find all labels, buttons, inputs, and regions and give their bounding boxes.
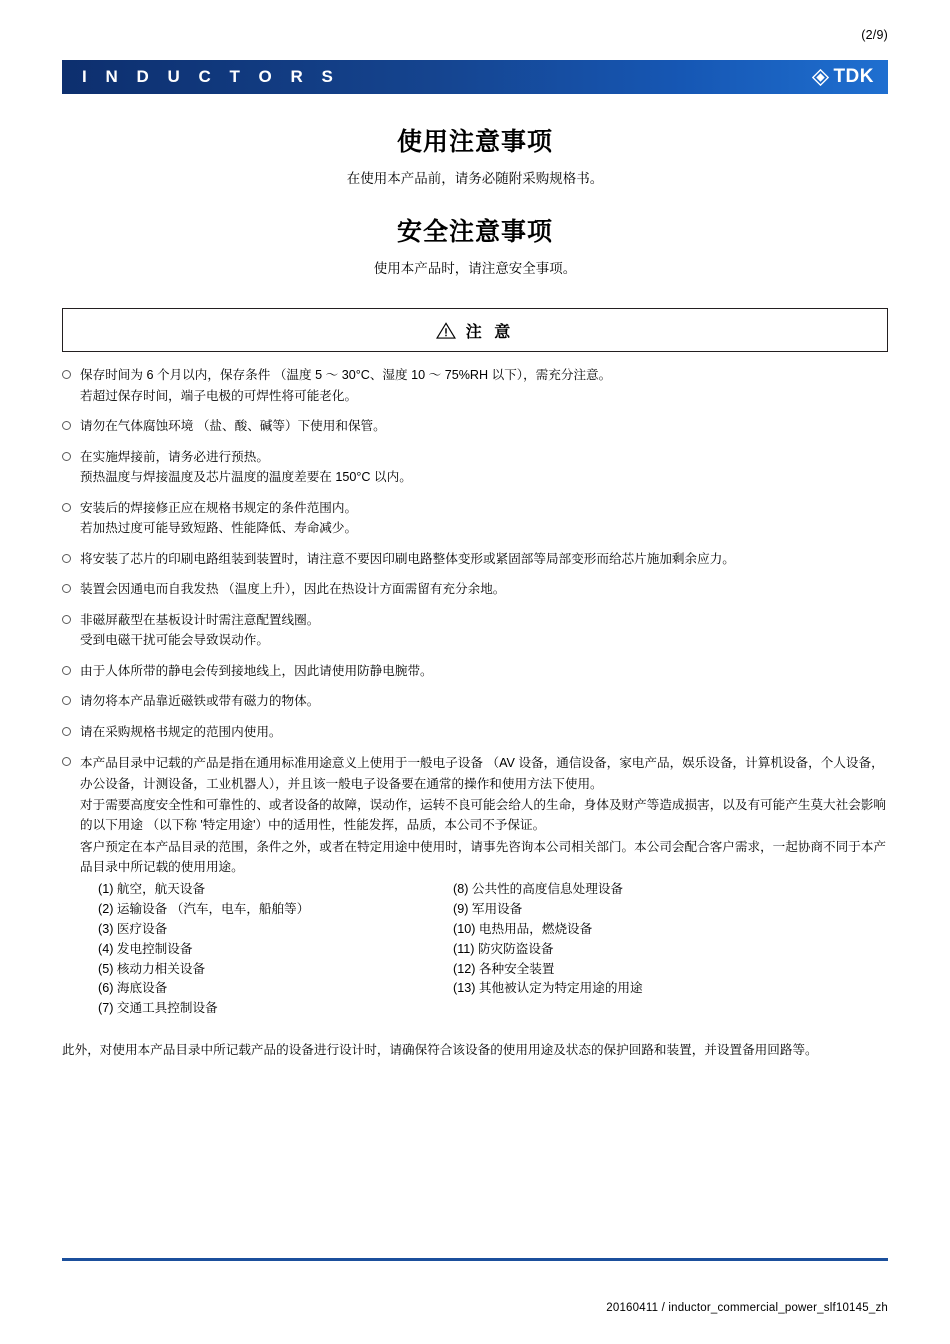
- warning-triangle-icon: [436, 322, 456, 339]
- note-line: 本产品目录中记载的产品是指在通用标准用途意义上使用于一般电子设备 （AV 设备，通信设备，家电产品，娱乐设备，计算机设备，个人设备，办公设备，计测设备，工业机器人），并且该一般电子设备要在通常的操作和使用方法下使用。: [80, 756, 884, 791]
- list-item: (13) 其他被认定为特定用途的用途: [453, 981, 643, 996]
- note-line: 预热温度与焊接温度及芯片温度的温度差要在 150°C 以内。: [80, 470, 412, 485]
- list-item: (6) 海底设备: [98, 981, 168, 996]
- caution-inner: [436, 319, 514, 342]
- note-item: [62, 417, 888, 437]
- note-line: 请勿将本产品靠近磁铁或带有磁力的物体。: [80, 694, 320, 709]
- notes-list: [62, 366, 888, 889]
- specific-uses-column-right: [453, 880, 643, 1019]
- bullet-icon: [62, 554, 71, 563]
- note-line: 受到电磁干扰可能会导致误动作。: [80, 633, 269, 648]
- footer-divider: [62, 1258, 888, 1261]
- specific-uses-list: [98, 880, 888, 1019]
- list-item: (8) 公共性的高度信息处理设备: [453, 882, 624, 896]
- note-item: [62, 753, 888, 877]
- bullet-icon: [62, 370, 71, 379]
- note-line: 保存时间为 6 个月以内，保存条件 （温度 5 ～ 30°C、湿度 10 ～ 75%RH 以下），需充分注意。: [80, 368, 612, 382]
- note-line: 若超过保存时间，端子电极的可焊性将可能老化。: [80, 388, 358, 403]
- bullet-icon: [62, 503, 71, 512]
- list-item: (3) 医疗设备: [98, 921, 168, 936]
- page-subtitle: 在使用本产品前，请务必随附采购规格书。: [346, 171, 604, 186]
- note-line: 客户预定在本产品目录的范围，条件之外，或者在特定用途中使用时，请事先咨询本公司相关部门。本公司会配合客户需求，一起协商不同于本产品目录中所记载的使用用途。: [80, 839, 886, 875]
- bullet-icon: [62, 666, 71, 675]
- note-line: 装置会因通电而自我发热 （温度上升），因此在热设计方面需留有充分余地。: [80, 582, 506, 597]
- bullet-icon: [62, 584, 71, 593]
- note-line: 非磁屏蔽型在基板设计时需注意配置线圈。: [80, 612, 320, 627]
- note-item: [62, 366, 888, 406]
- note-item: [62, 692, 888, 712]
- list-item: (4) 发电控制设备: [98, 941, 193, 956]
- note-line: 对于需要高度安全性和可靠性的、或者设备的故障，误动作，运转不良可能会给人的生命，身体及财产等造成损害，以及有可能产生莫大社会影响的以下用途 （以下称 '特定用途'）中的适用性，性能发挥，品质，本公司不予保证。: [80, 798, 886, 833]
- note-line: 在实施焊接前，请务必进行预热。: [80, 449, 269, 464]
- specific-uses-column-left: [98, 880, 453, 1019]
- note-item: [62, 448, 888, 488]
- note-line: 若加热过度可能导致短路、性能降低、寿命减少。: [80, 521, 358, 536]
- list-item: (5) 核动力相关设备: [98, 961, 206, 976]
- caution-label: 注 意: [465, 323, 515, 341]
- section-title-safety: 安全注意事项: [396, 218, 553, 246]
- bullet-icon: [62, 696, 71, 705]
- note-line: 请在采购规格书规定的范围内使用。: [80, 724, 282, 739]
- page-title: 使用注意事项: [396, 128, 553, 156]
- list-item: (9) 军用设备: [453, 901, 523, 916]
- header-title: I N D U C T O R S: [82, 67, 340, 86]
- page-header-band: [62, 60, 888, 94]
- footer-document-id: 20160411 / inductor_commercial_power_slf10145_zh: [606, 1302, 888, 1314]
- bullet-icon: [62, 727, 71, 736]
- section-subtitle-safety: 使用本产品时，请注意安全事项。: [373, 261, 577, 276]
- note-line: 安装后的焊接修正应在规格书规定的条件范围内。: [80, 500, 358, 515]
- note-item: [62, 499, 888, 539]
- note-item: [62, 550, 888, 570]
- bullet-icon: [62, 615, 71, 624]
- list-item: (11) 防灾防盗设备: [453, 941, 554, 956]
- list-item: (2) 运输设备 （汽车，电车，船舶等）: [98, 901, 310, 916]
- list-item: (10) 电热用品，燃烧设备: [453, 921, 593, 936]
- page-number: (2/9): [861, 28, 888, 42]
- bullet-icon: [62, 452, 71, 461]
- list-item: (7) 交通工具控制设备: [98, 1001, 218, 1016]
- bullet-icon: [62, 757, 71, 766]
- brand-name: TDK: [833, 66, 874, 87]
- note-line: 将安装了芯片的印刷电路组装到装置时，请注意不要因印刷电路整体变形或紧固部等局部变形而给芯片施加剩余应力。: [80, 551, 735, 566]
- brand-logo: [812, 66, 888, 88]
- note-item: [62, 723, 888, 743]
- note-item: [62, 611, 888, 651]
- note-item: [62, 580, 888, 600]
- closing-paragraph: 此外，对使用本产品目录中所记载产品的设备进行设计时，请确保符合该设备的使用用途及状态的保护回路和装置，并设置备用回路等。: [62, 1043, 818, 1057]
- tdk-diamond-icon: [812, 69, 829, 86]
- note-line: 由于人体所带的静电会传到接地线上，因此请使用防静电腕带。: [80, 663, 433, 678]
- caution-box: [62, 308, 888, 352]
- list-item: (12) 各种安全装置: [453, 961, 555, 976]
- bullet-icon: [62, 421, 71, 430]
- note-item: [62, 662, 888, 682]
- list-item: (1) 航空，航天设备: [98, 882, 206, 896]
- note-line: 请勿在气体腐蚀环境 （盐、酸、碱等）下使用和保管。: [80, 419, 386, 434]
